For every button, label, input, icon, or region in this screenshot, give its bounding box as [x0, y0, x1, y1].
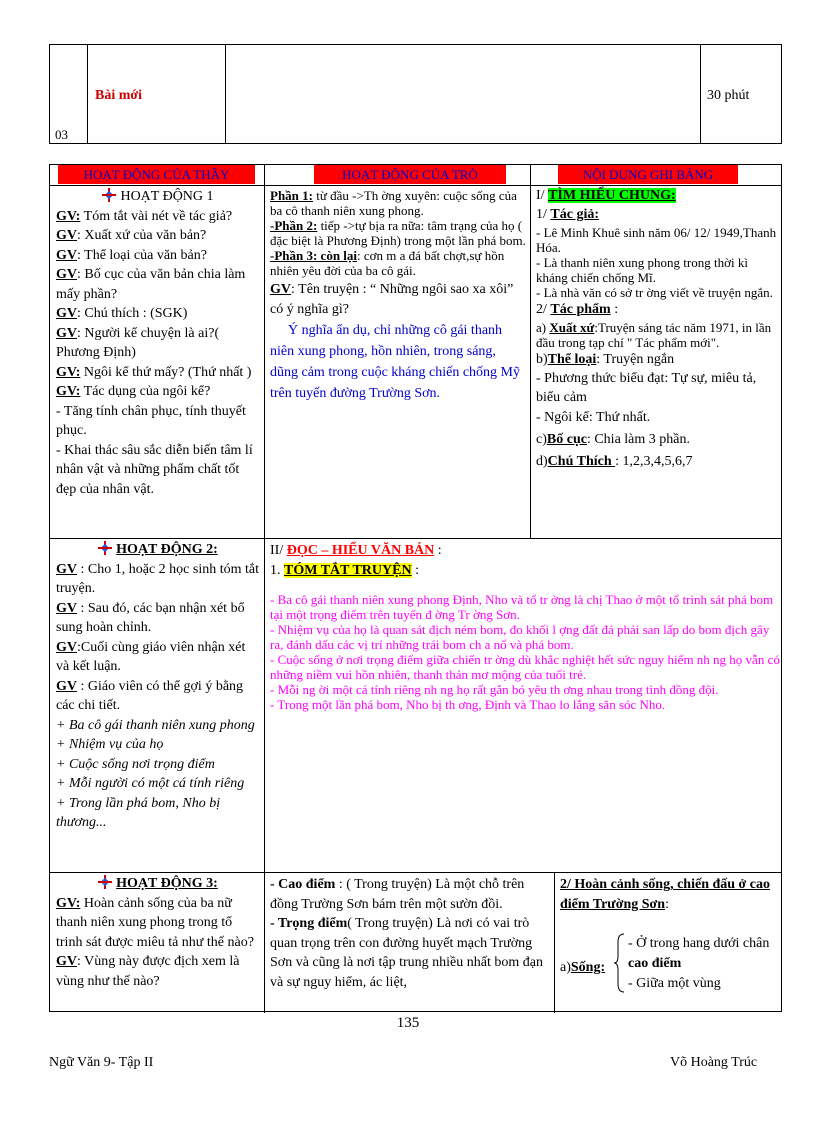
lesson-number: 03 [55, 127, 68, 142]
cell-label [87, 45, 226, 143]
gv-text: : Bố cục của văn bản chia làm mấy phần? [56, 267, 246, 302]
living-label: a)Sống: [560, 960, 606, 975]
activity-3-title: HOẠT ĐỘNG 3: [56, 874, 260, 894]
hint-item: + Nhiệm vụ của họ [56, 737, 164, 752]
teacher-question-3 [56, 265, 260, 304]
narrator: - Ngôi kể: Thứ nhất. [536, 410, 651, 425]
gv-label: GV: [56, 364, 81, 380]
notes: d)Chú Thích : 1,2,3,4,5,6,7 [536, 454, 693, 469]
gv-label: GV [56, 228, 77, 243]
lesson-plan-table [49, 164, 782, 1012]
teacher-question-2 [56, 246, 260, 266]
summary-item: - Mỗi ng ời một cá tính riêng nh ng họ rất gắn bó yêu th ơng nhau trong tình đồng đội. [270, 682, 719, 697]
summary-item: - Trong một lần phá bom, Nho bị th ơng, Định và Thao lo lắng săn sóc Nho. [270, 697, 666, 712]
teacher-question-4 [56, 304, 260, 324]
living-item-1: - Ở trong hang dưới chân cao điểm [628, 936, 770, 971]
col-divider-2a [530, 165, 531, 538]
row1-student [270, 188, 526, 404]
teacher-question-9 [56, 441, 260, 500]
activity-1-title: HOẠT ĐỘNG 1 [56, 187, 260, 207]
plus-star-icon [102, 188, 116, 202]
definition: : ( Trong truyện) Là một chỗ trên đồng Trường Sơn bám trên một sườn đồi. [270, 877, 525, 912]
work-heading: 2/ Tác phẩm : [536, 302, 619, 317]
col-divider-1 [264, 165, 265, 1013]
row1-content [536, 187, 780, 473]
situation-heading: 2/ Hoàn cảnh sống, chiến đấu ở cao điểm Trường Sơn: [560, 877, 771, 912]
gv-text: : Xuất xứ của văn bản? [77, 228, 207, 243]
part-3: -Phần 3: còn lại: cơn m a đá bất chợt,sự hồn nhiên yêu đời của ba cô gái. [270, 248, 505, 278]
teacher-step-0 [56, 560, 260, 599]
gv-label: GV [56, 954, 77, 969]
gv-text: - Khai thác sâu sắc diễn biến tâm lí nhân vật và những phẩm chất tốt đẹp của nhân vật. [56, 442, 253, 497]
gv-text: : Vùng này được địch xem là vùng như thế nào? [56, 954, 240, 989]
term: - Cao điểm [270, 877, 336, 892]
genre: b)Thể loại: Truyện ngắn [536, 352, 675, 367]
row3-student [270, 875, 550, 992]
row2-teacher [56, 540, 260, 833]
row2-content [270, 541, 780, 712]
teacher-step-3 [56, 677, 260, 716]
gv-text: : Cho 1, hoặc 2 học sinh tóm tắt truyện. [56, 561, 259, 596]
row3-teacher [56, 874, 260, 991]
gv-label: GV [56, 306, 77, 321]
gv-text: - Tăng tính chân phục, tính thuyết phục. [56, 403, 246, 438]
col-divider-2b [554, 872, 555, 1013]
page-number: 135 [396, 1015, 420, 1031]
living-item-2: - Giữa một vùng [628, 976, 721, 991]
teacher-question-8 [56, 402, 260, 441]
footer-right: Võ Hoàng Trúc [670, 1055, 758, 1070]
curly-brace-icon [614, 932, 626, 994]
gv-label: GV [56, 600, 77, 616]
rule-row2 [50, 872, 781, 873]
teacher-question-5 [56, 324, 260, 363]
gv-text: Hoàn cảnh sống của ba nữ thanh niên xung phong trong tổ trinh sát được miêu tả như thế nào? [56, 895, 254, 950]
gv-text: Tác dụng của ngôi kể? [80, 384, 211, 399]
teacher-step-1 [56, 599, 260, 638]
gv-label: GV [56, 267, 77, 282]
structure: c)Bố cục: Chia làm 3 phần. [536, 432, 690, 447]
teacher-question-1 [56, 952, 260, 991]
footer-left: Ngữ Văn 9- Tập II [49, 1055, 154, 1070]
gv-label: GV [56, 325, 77, 341]
teacher-question-1 [56, 226, 260, 246]
rule-header [50, 185, 781, 186]
activity-2-title: HOẠT ĐỘNG 2: [56, 540, 260, 560]
gv-label: GV: [56, 384, 81, 399]
row3-content [560, 875, 780, 1002]
summary-item: - Cuộc sống ở nơi trọng điểm giữa chiến tr ờng dù khắc nghiệt hết sức nguy hiểm nh ng họ vẫn có những niềm vui hồn nhiên, thanh thản mơ mộng của tuổi trẻ. [270, 652, 780, 682]
teacher-question-0 [56, 207, 260, 227]
summary-heading: 1. TÓM TẮT TRUYỆN : [270, 562, 419, 578]
title-meaning: Ý nghĩa ẩn dụ, chỉ những cô gái thanh niên xung phong, hồn nhiên, trong sáng, dũng cảm trong cuộc kháng chiến chống Mỹ trên tuyến đường Trường Sơn. [270, 323, 520, 401]
gv-text: Ngôi kể thứ mấy? (Thứ nhất ) [80, 364, 252, 380]
header-student: HOẠT ĐỘNG CỦA TRÒ [314, 165, 506, 184]
row1-teacher [56, 187, 260, 499]
author-item: - Lê Minh Khuê sinh năm 06/ 12/ 1949,Thanh Hóa. [536, 225, 777, 255]
cell-empty [225, 45, 701, 143]
teacher-question-6 [56, 363, 260, 383]
gv-text: Tóm tắt vài nét về tác giả? [80, 208, 233, 224]
lesson-label: Bài mới [95, 88, 143, 103]
teacher-question-0 [56, 894, 260, 953]
title-question: GV: Tên truyện : “ Những ngôi sao xa xôi” có ý nghĩa gì? [270, 282, 514, 317]
living-block [560, 932, 780, 1002]
summary-item: - Nhiệm vụ của họ là quan sát địch ném bom, đo khối l ợng đất đá phải san lấp do bom địch gây ra, đánh dấu các vị trí những trái bom ch a nổ và phá bom. [270, 622, 770, 652]
hint-item: + Cuộc sống nơi trọng điểm [56, 756, 215, 772]
hint-item: + Mỗi người có một cá tính riêng [56, 776, 245, 791]
section-2: II/ ĐỌC – HIỂU VĂN BẢN : [270, 543, 442, 558]
gv-label: GV [56, 247, 77, 263]
student-answer [270, 914, 550, 992]
author-item: - Là thanh niên xung phong trong thời kì kháng chiến chống Mĩ. [536, 255, 748, 285]
teacher-step-2 [56, 638, 260, 677]
part-1: Phần 1: từ đầu ->Th ờng xuyên: cuộc sống của ba cô thanh niên xung phong. [270, 188, 517, 218]
gv-label: GV: [56, 895, 81, 911]
gv-text: : Thể loại của văn bản? [77, 247, 207, 263]
header-teacher: HOẠT ĐỘNG CỦA THẦY [58, 165, 255, 184]
hint-item: + Trong lần phá bom, Nho bị thương... [56, 795, 221, 830]
gv-text: :Cuối cùng giáo viên nhận xét và kết luận. [56, 639, 246, 674]
gv-text: : Chú thích : (SGK) [77, 306, 188, 321]
gv-text: : Sau đó, các bạn nhận xét bổ sung hoàn chỉnh. [56, 600, 245, 635]
student-answer [270, 875, 550, 914]
author-heading: 1/ Tác giả: [536, 207, 599, 222]
author-item: - Là nhà văn có sở tr ờng viết về truyện ngắn. [536, 285, 773, 300]
part-2: -Phần 2: tiếp ->tự bịa ra nữa: tâm trạng của họ ( đặc biệt là Phương Định) trong một lần phá bom. [270, 218, 526, 248]
gv-label: GV [56, 639, 77, 655]
summary-item: - Ba cô gái thanh niên xung phong Định, Nho và tổ tr ởng là chị Thao ở một tổ trinh sát phá bom tại một trọng điểm trên tuyến đ ờng Tr ờng Sơn. [270, 592, 774, 622]
gv-label: GV [56, 561, 77, 577]
teacher-question-7 [56, 382, 260, 402]
gv-label: GV: [56, 208, 81, 224]
term: - Trọng điểm [270, 916, 348, 931]
definition: ( Trong truyện) Là nơi có vai trò quan trọng trên con đường huyết mạch Trường Sơn và cũng là nơi tập trung nhiều nhất bom đạn và sự nguy hiểm, ác liệt, [270, 916, 543, 990]
rule-row1 [50, 538, 781, 539]
hint-item: + Ba cô gái thanh niên xung phong [56, 717, 255, 733]
gv-label: GV [56, 678, 77, 694]
cell-number [50, 45, 88, 143]
gv-text: : Giáo viên có thể gợi ý bằng các chi tiết. [56, 678, 244, 713]
origin: a) Xuất xứ:Truyện sáng tác năm 1971, in lần đầu trong tạp chí " Tác phẩm mới". [536, 320, 772, 350]
header-content: NỘI DUNG GHI BẢNG [558, 165, 738, 184]
lesson-time: 30 phút [707, 88, 750, 103]
expression-mode: - Phương thức biểu đạt: Tự sự, miêu tả, biểu cảm [536, 371, 757, 405]
section-1: I/ TÌM HIỂU CHUNG: [536, 188, 676, 203]
header-lesson-table [49, 44, 782, 144]
plus-star-icon [98, 875, 112, 889]
plus-star-icon [98, 541, 112, 555]
gv-text: : Người kể chuyện là ai?( Phương Định) [56, 325, 220, 360]
